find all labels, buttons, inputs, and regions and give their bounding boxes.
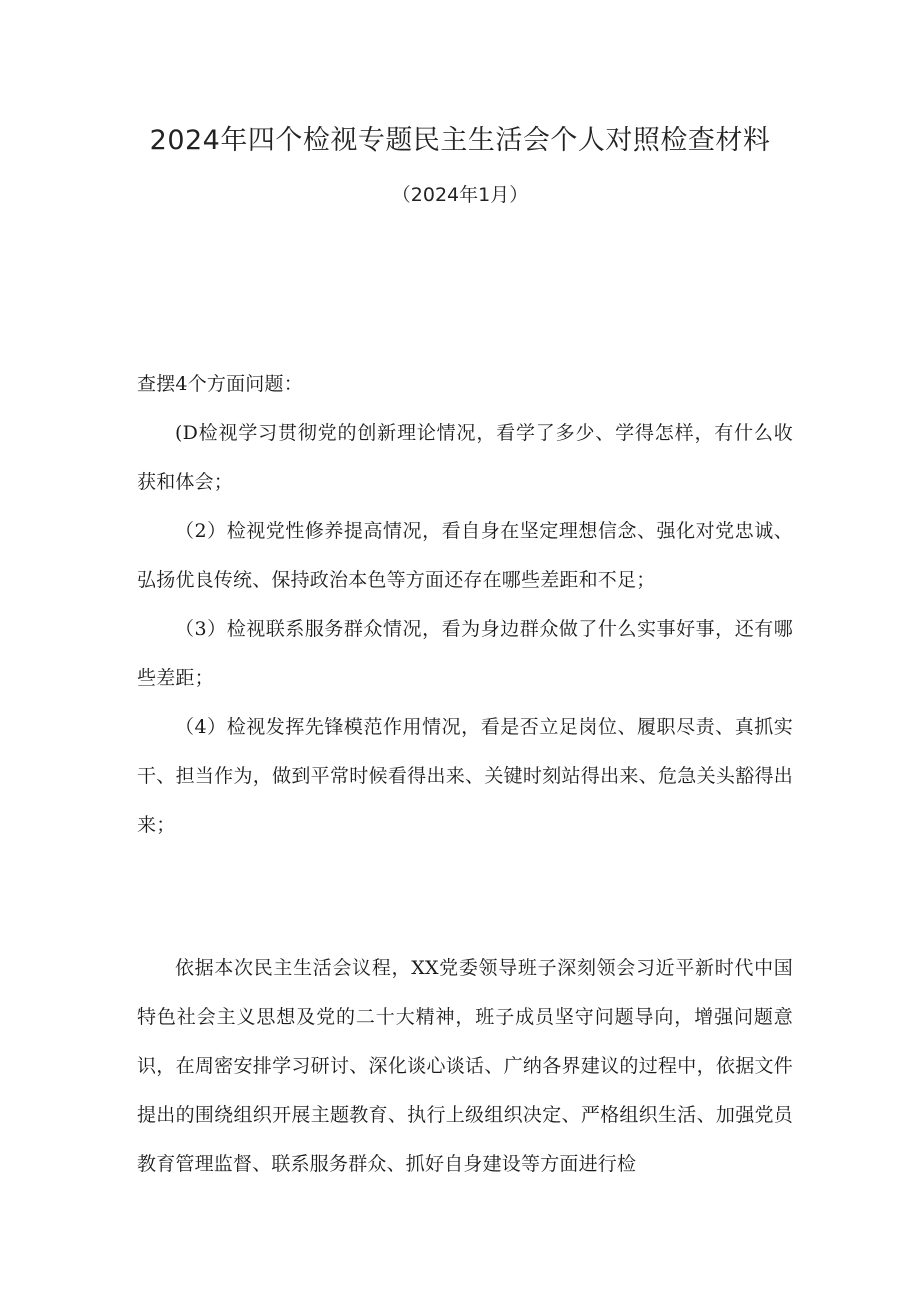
document-title: 2024年四个检视专题民主生活会个人对照检查材料 [149, 125, 771, 156]
issue-item-4: （4）检视发挥先锋模范作用情况，看是否立足岗位、履职尽责、真抓实干、担当作为，做到平常时候看得出来、关键时刻站得出来、危急关头豁得出来； [137, 716, 793, 836]
closing-paragraph: 依据本次民主生活会议程，XX党委领导班子深刻领会习近平新时代中国特色社会主义思想及党的二十大精神，班子成员坚守问题导向，增强问题意识，在周密安排学习研讨、深化谈心谈话、广纳各界建议的过程中，依据文件提出的围绕组织开展主题教育、执行上级组织决定、严格组织生活、加强党员教育管理监督、联系服务群众、抓好自身建设等方面进行检 [137, 957, 793, 1175]
intro-paragraph: 查摆4个方面问题： [137, 373, 303, 395]
issue-item-3: （3）检视联系服务群众情况，看为身边群众做了什么实事好事，还有哪些差距； [137, 618, 793, 689]
issue-item-1: (D检视学习贯彻党的创新理论情况，看学了多少、学得怎样，有什么收获和体会； [137, 422, 793, 493]
intro-section [137, 360, 793, 409]
closing-section [137, 944, 793, 1189]
document-date: （2024年1月） [391, 184, 529, 206]
issue-list [137, 409, 793, 850]
issue-item-2: （2）检视党性修养提高情况，看自身在坚定理想信念、强化对党忠诚、弘扬优良传统、保持政治本色等方面还存在哪些差距和不足； [137, 520, 793, 591]
